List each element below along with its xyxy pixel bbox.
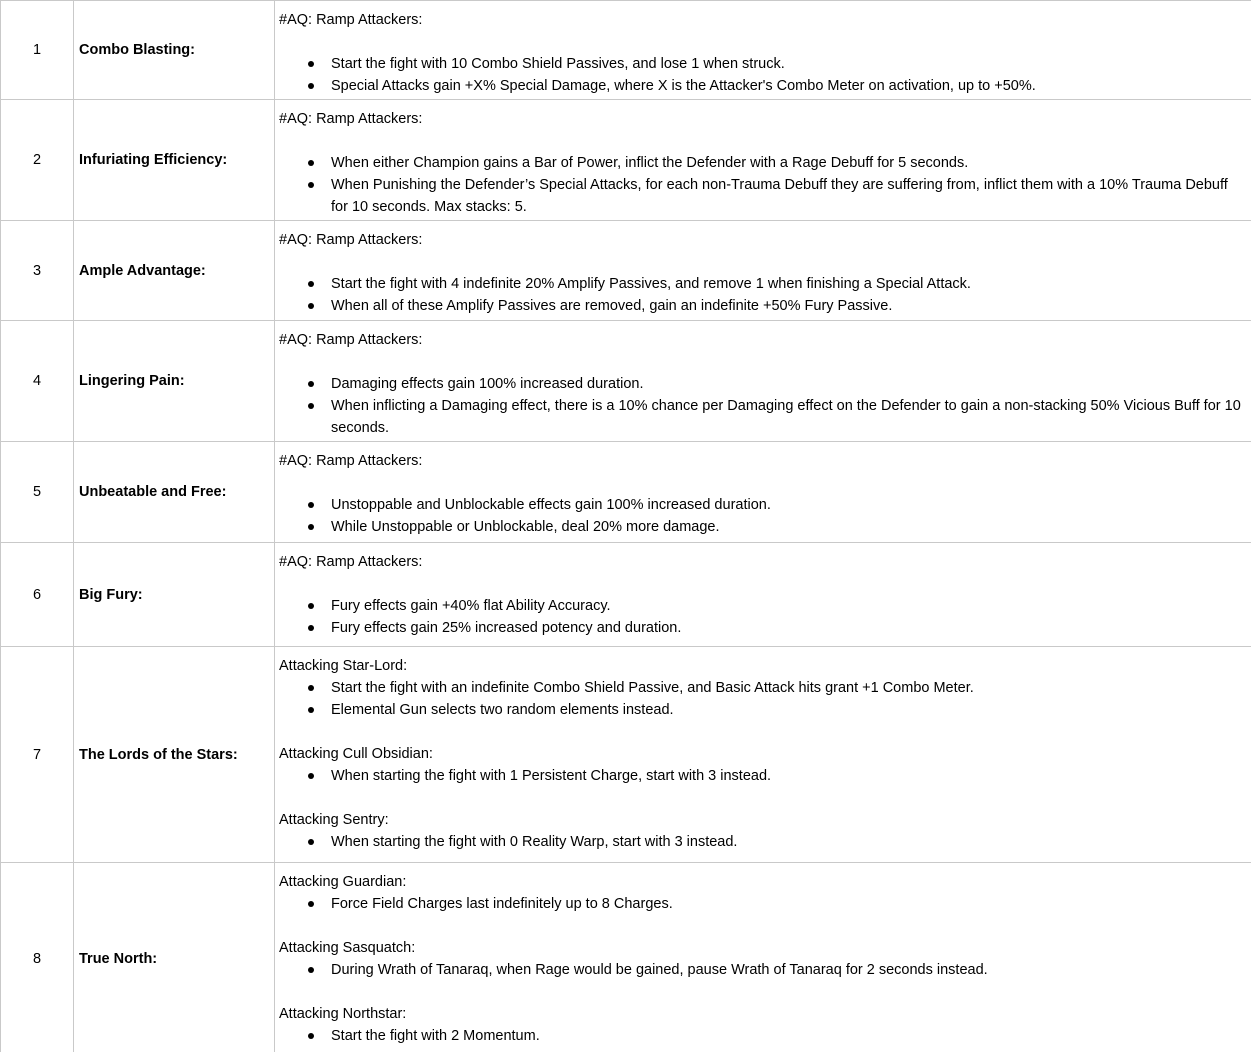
bullet-item [279, 295, 1246, 317]
bullet-icon [308, 303, 314, 309]
bullet-icon [308, 685, 314, 691]
table-row [1, 543, 1251, 647]
bullet-item [279, 174, 1246, 218]
table-row [1, 647, 1251, 863]
blank-line [279, 981, 1246, 1003]
row-title: Lingering Pain: [74, 321, 275, 442]
row-description [275, 543, 1251, 647]
bullet-text: Force Field Charges last indefinitely up to 8 Charges. [331, 896, 673, 912]
bullet-icon [308, 1033, 314, 1039]
bullet-item [279, 53, 1246, 75]
row-title: Ample Advantage: [74, 221, 275, 321]
blank-line [279, 31, 1246, 53]
row-title: Unbeatable and Free: [74, 442, 275, 543]
bullet-text: Fury effects gain 25% increased potency and duration. [331, 620, 682, 636]
table-row [1, 442, 1251, 543]
bullet-text: When either Champion gains a Bar of Power, inflict the Defender with a Rage Debuff for 5 seconds. [331, 155, 969, 171]
row-number: 7 [1, 647, 74, 863]
row-number: 2 [1, 100, 74, 221]
bullet-icon [308, 160, 314, 166]
row-description [275, 647, 1251, 863]
section-header: #AQ: Ramp Attackers: [279, 12, 423, 28]
table-row [1, 321, 1251, 442]
bullet-item [279, 617, 1246, 639]
bullet-text: While Unstoppable or Unblockable, deal 20% more damage. [331, 519, 720, 535]
bullet-item [279, 765, 1246, 787]
row-description [275, 221, 1251, 321]
bullet-item [279, 152, 1246, 174]
section-header: #AQ: Ramp Attackers: [279, 554, 423, 570]
blank-line [279, 351, 1246, 373]
section-header: Attacking Guardian: [279, 874, 407, 890]
blank-line [279, 721, 1246, 743]
bullet-item [279, 1025, 1246, 1047]
bullet-item [279, 677, 1246, 699]
section-header: #AQ: Ramp Attackers: [279, 111, 423, 127]
bullet-item [279, 831, 1246, 853]
bullet-icon [308, 773, 314, 779]
row-description [275, 321, 1251, 442]
bullet-text: Unstoppable and Unblockable effects gain 100% increased duration. [331, 497, 771, 513]
bullet-text: Start the fight with 10 Combo Shield Passives, and lose 1 when struck. [331, 56, 785, 72]
bullet-icon [308, 403, 314, 409]
row-title: Big Fury: [74, 543, 275, 647]
bullet-item [279, 373, 1246, 395]
row-title: Infuriating Efficiency: [74, 100, 275, 221]
blank-line [279, 915, 1246, 937]
bullet-text: During Wrath of Tanaraq, when Rage would be gained, pause Wrath of Tanaraq for 2 seconds instead. [331, 962, 988, 978]
table-row [1, 221, 1251, 321]
bullet-icon [308, 182, 314, 188]
bullet-text: When Punishing the Defender’s Special Attacks, for each non-Trauma Debuff they are suffering from, inflict them with a 10% Trauma Debuff for 10 seconds. Max stacks: 5. [331, 177, 1228, 215]
blank-line [279, 787, 1246, 809]
section-header: Attacking Northstar: [279, 1006, 407, 1022]
section-header: #AQ: Ramp Attackers: [279, 232, 423, 248]
bullet-text: Start the fight with an indefinite Combo Shield Passive, and Basic Attack hits grant +1 Combo Meter. [331, 680, 974, 696]
bullet-text: Damaging effects gain 100% increased duration. [331, 376, 644, 392]
bullet-icon [308, 603, 314, 609]
blank-line [279, 130, 1246, 152]
section-header: #AQ: Ramp Attackers: [279, 332, 423, 348]
bullet-item [279, 959, 1246, 981]
row-number: 8 [1, 863, 74, 1052]
section-header: Attacking Star-Lord: [279, 658, 408, 674]
section-header: Attacking Sentry: [279, 812, 389, 828]
bullet-text: Elemental Gun selects two random elements instead. [331, 702, 674, 718]
bullet-icon [308, 281, 314, 287]
bullet-icon [308, 381, 314, 387]
table-row [1, 1, 1251, 100]
table-row [1, 863, 1251, 1052]
table-body [1, 1, 1251, 1052]
bullet-text: When starting the fight with 0 Reality Warp, start with 3 instead. [331, 834, 738, 850]
row-description [275, 863, 1251, 1052]
blank-line [279, 251, 1246, 273]
row-number: 3 [1, 221, 74, 321]
row-description [275, 100, 1251, 221]
bullet-item [279, 516, 1246, 538]
row-number: 4 [1, 321, 74, 442]
bullet-icon [308, 625, 314, 631]
row-number: 5 [1, 442, 74, 543]
table-row [1, 100, 1251, 221]
bullet-text: When all of these Amplify Passives are removed, gain an indefinite +50% Fury Passive. [331, 298, 893, 314]
bullet-icon [308, 61, 314, 67]
bullet-item [279, 595, 1246, 617]
bullet-text: Start the fight with 4 indefinite 20% Amplify Passives, and remove 1 when finishing a Special Attack. [331, 276, 971, 292]
row-title: Combo Blasting: [74, 1, 275, 100]
section-header: #AQ: Ramp Attackers: [279, 453, 423, 469]
row-title: True North: [74, 863, 275, 1052]
row-description [275, 442, 1251, 543]
bullet-text: When starting the fight with 1 Persistent Charge, start with 3 instead. [331, 768, 772, 784]
bullet-icon [308, 524, 314, 530]
section-header: Attacking Sasquatch: [279, 940, 416, 956]
bullet-item [279, 494, 1246, 516]
row-number: 1 [1, 1, 74, 100]
bullet-item [279, 273, 1246, 295]
row-description [275, 1, 1251, 100]
row-title: The Lords of the Stars: [74, 647, 275, 863]
bullet-icon [308, 967, 314, 973]
bullet-item [279, 75, 1246, 97]
bullet-icon [308, 707, 314, 713]
blank-line [279, 472, 1246, 494]
bullet-text: When inflicting a Damaging effect, there is a 10% chance per Damaging effect on the Defender to gain a non-stacking 50% Vicious Buff for 10 seconds. [331, 398, 1241, 436]
bullet-text: Special Attacks gain +X% Special Damage, where X is the Attacker's Combo Meter on activation, up to +50%. [331, 78, 1036, 94]
row-number: 6 [1, 543, 74, 647]
bullet-item [279, 395, 1246, 439]
bullet-text: Start the fight with 2 Momentum. [331, 1028, 540, 1044]
bullet-icon [308, 901, 314, 907]
blank-line [279, 573, 1246, 595]
bullet-item [279, 699, 1246, 721]
bullet-text: Fury effects gain +40% flat Ability Accuracy. [331, 598, 611, 614]
bullet-icon [308, 83, 314, 89]
bullet-item [279, 893, 1246, 915]
bullet-icon [308, 502, 314, 508]
bullet-icon [308, 839, 314, 845]
section-header: Attacking Cull Obsidian: [279, 746, 433, 762]
